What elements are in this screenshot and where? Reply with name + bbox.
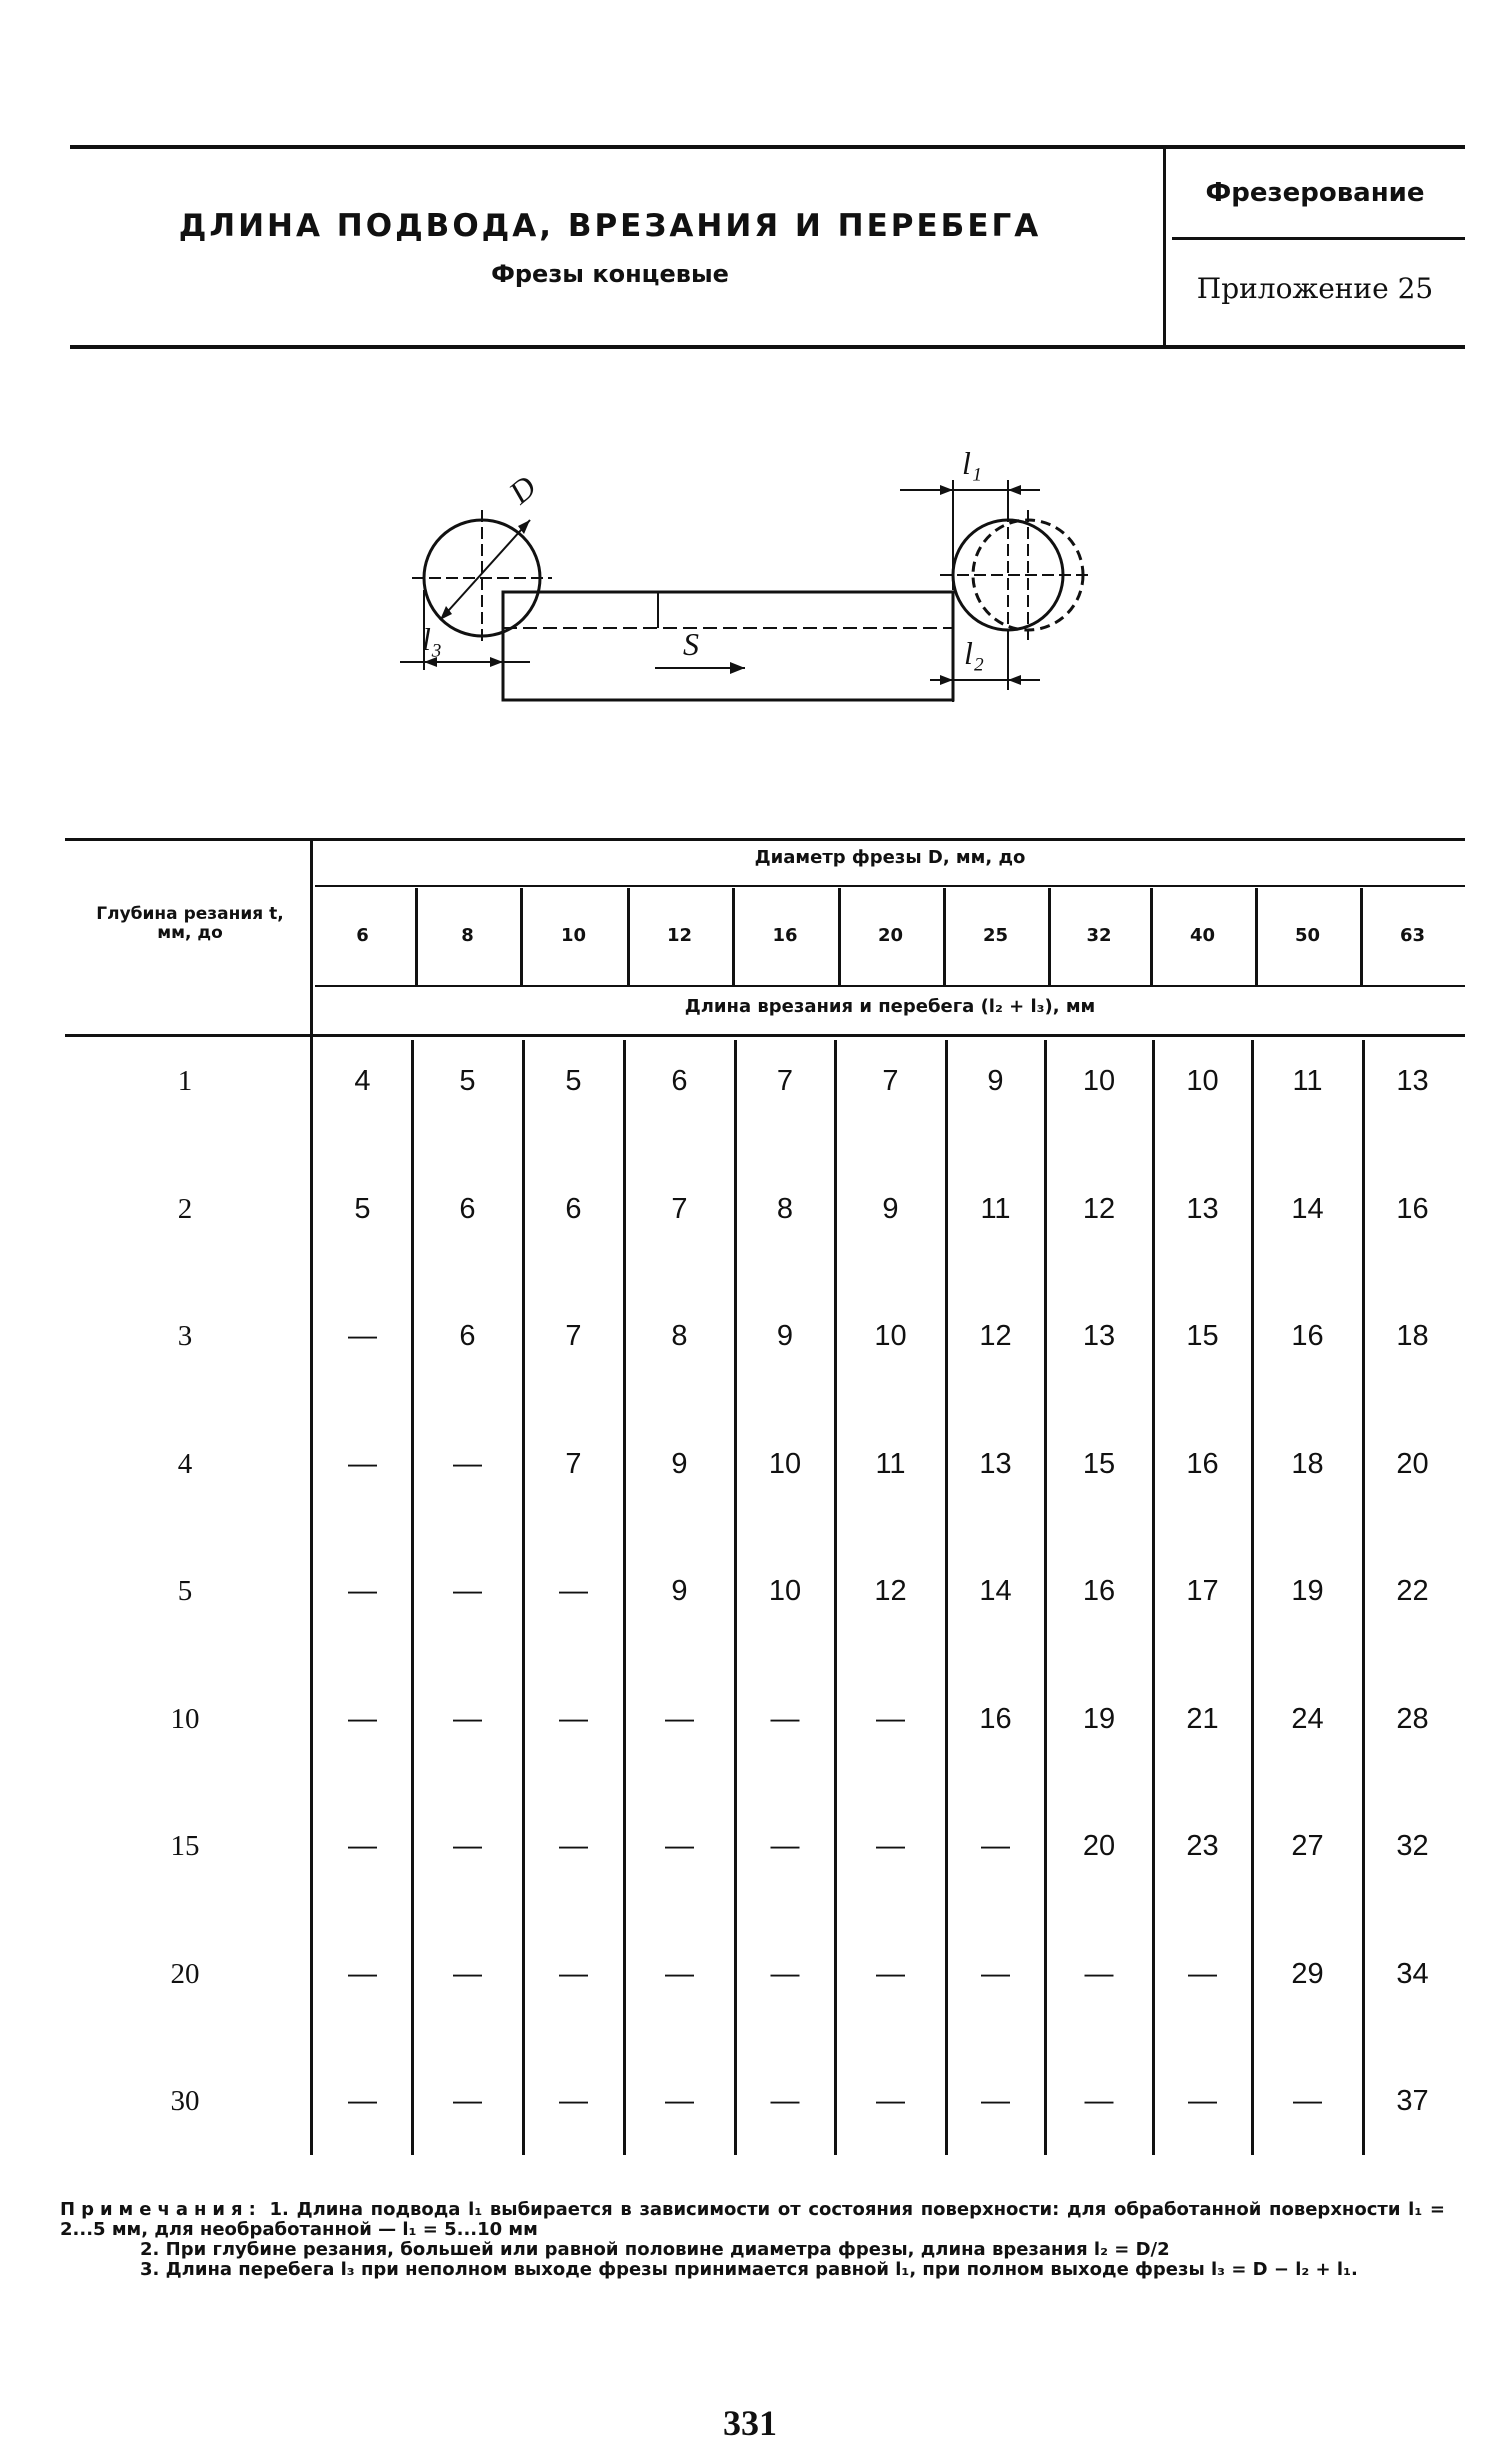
diameter-header: Диаметр фрезы D, мм, до — [754, 847, 1026, 868]
page-subtitle: Фрезы концевые — [491, 260, 729, 288]
table-cell: — — [1084, 1957, 1114, 1990]
length-header: Длина врезания и перебега (l₂ + l₃), мм — [684, 996, 1096, 1017]
table-cell: 9 — [671, 1447, 688, 1480]
table-cell: 10 — [1186, 1065, 1219, 1097]
note-1-text: 1. Длина подвода l₁ выбирается в зависимости от состояния поверхности: для обработанной поверхности l₁ = 2...5 мм, для необработанной — l₁ = 5...10 мм — [60, 2199, 1445, 2240]
section-label: Фрезерование — [1205, 178, 1425, 208]
table-header-bottom-rule — [65, 1034, 1465, 1037]
table-cell: 6 — [459, 1320, 476, 1352]
table-cell: — — [876, 2085, 905, 2117]
table-cell: 27 — [1291, 1830, 1324, 1862]
table-cell: 16 — [1396, 1192, 1429, 1225]
table-cell: 15 — [1082, 1447, 1116, 1480]
page-number: 331 — [723, 2403, 777, 2443]
table-cell: — — [1084, 2085, 1114, 2117]
table-cell: — — [348, 2085, 377, 2117]
table-cell: — — [348, 1320, 377, 1352]
depth-value: 30 — [170, 2085, 200, 2117]
table-cell: 22 — [1396, 1575, 1429, 1607]
header-top-rule — [70, 145, 1465, 149]
table-cell: 5 — [354, 1192, 371, 1225]
diameter-value: 32 — [1086, 925, 1112, 946]
depth-value: 4 — [177, 1447, 193, 1480]
table-cell: — — [770, 1957, 800, 1990]
table-cell: — — [1188, 1957, 1217, 1990]
table-cell: 15 — [1186, 1320, 1219, 1352]
table-cell: 11 — [1292, 1065, 1323, 1097]
table-cell: 18 — [1396, 1320, 1429, 1352]
table-cell: 21 — [1186, 1702, 1219, 1735]
table-cell: 24 — [1291, 1702, 1324, 1735]
table-cell: 14 — [979, 1575, 1012, 1607]
table-cell: 29 — [1291, 1957, 1324, 1990]
table-cell: — — [665, 1830, 694, 1862]
table-cell: — — [1293, 2085, 1322, 2117]
table-cell: — — [665, 1957, 694, 1990]
table-cell: 32 — [1396, 1830, 1429, 1862]
table-cell: 12 — [1082, 1192, 1116, 1225]
table-cell: 9 — [776, 1320, 794, 1352]
table-cell: 10 — [874, 1320, 907, 1352]
table-cell: — — [348, 1575, 377, 1607]
label-l3: l₃ — [422, 621, 443, 657]
note-1 — [60, 2200, 1445, 2240]
diameter-value: 6 — [356, 925, 369, 946]
diameter-values-rule — [315, 985, 1465, 987]
table-cell: 5 — [459, 1065, 476, 1097]
diameter-value: 16 — [772, 925, 798, 946]
table-cell: 14 — [1291, 1192, 1324, 1225]
table-cell: — — [876, 1830, 905, 1862]
table-cell: 7 — [565, 1320, 582, 1352]
table-cell: — — [981, 2085, 1010, 2117]
table-cell: — — [453, 1957, 482, 1990]
table-cell: 7 — [882, 1065, 899, 1097]
label-S: S — [683, 626, 699, 662]
table-cell: 16 — [1082, 1575, 1116, 1607]
notes-label: Примечания: — [60, 2199, 262, 2220]
page-title: ДЛИНА ПОДВОДА, ВРЕЗАНИЯ И ПЕРЕБЕГА — [178, 208, 1042, 244]
depth-value: 2 — [177, 1192, 193, 1225]
table-cell: 12 — [979, 1320, 1012, 1352]
note-2 — [60, 2240, 1445, 2260]
table-cell: — — [453, 1447, 482, 1480]
table-cell: 13 — [1082, 1320, 1116, 1352]
table-cell: — — [665, 2085, 694, 2117]
note-2-text: 2. При глубине резания, большей или равной половине диаметра фрезы, длина врезания l₂ = D/2 — [140, 2239, 1170, 2260]
table-cell: 7 — [776, 1065, 794, 1097]
header-bottom-rule — [70, 345, 1465, 349]
table-cell: 13 — [979, 1447, 1012, 1480]
table-cell: 18 — [1291, 1447, 1324, 1480]
table-cell: 37 — [1396, 2085, 1429, 2117]
table-cell: — — [453, 2085, 482, 2117]
diameter-value: 25 — [982, 925, 1009, 946]
table-cell: 28 — [1396, 1702, 1429, 1735]
table-cell: 19 — [1082, 1702, 1116, 1735]
table-cell: 13 — [1186, 1192, 1219, 1225]
label-l1: l₁ — [962, 445, 983, 481]
table-cell: — — [348, 1447, 377, 1480]
table-cell: 6 — [671, 1065, 688, 1097]
table-cell: — — [1188, 2085, 1217, 2117]
table-cell: — — [453, 1702, 482, 1735]
note-3 — [60, 2260, 1445, 2280]
milling-sketch — [400, 440, 1120, 720]
table-cell: 7 — [565, 1447, 582, 1480]
diameter-value: 50 — [1294, 925, 1321, 946]
table-cell: 12 — [874, 1575, 907, 1607]
table-cell: — — [770, 2085, 800, 2117]
table-cell: 10 — [1082, 1065, 1116, 1097]
table-cell: — — [559, 1957, 588, 1990]
diameter-value: 63 — [1399, 925, 1426, 946]
diameter-value: 12 — [666, 925, 693, 946]
table-cell: 16 — [1186, 1447, 1219, 1480]
diameter-value: 8 — [461, 925, 474, 946]
table-cell: 20 — [1396, 1447, 1429, 1480]
table-cell: 9 — [671, 1575, 688, 1607]
depth-value: 20 — [170, 1957, 200, 1990]
table-cell: — — [559, 2085, 588, 2117]
table-cell: — — [981, 1830, 1010, 1862]
notes-block — [60, 2200, 1445, 2280]
table-cell: 11 — [980, 1192, 1011, 1225]
label-l2: l₂ — [964, 635, 985, 671]
table-cell: 34 — [1396, 1957, 1429, 1990]
table-cell: 8 — [776, 1192, 794, 1225]
table-cell: 8 — [671, 1320, 688, 1352]
header-side-divider — [1172, 237, 1465, 240]
table-cell: — — [348, 1702, 377, 1735]
table-cell: 19 — [1291, 1575, 1324, 1607]
table-cell: — — [348, 1957, 377, 1990]
table-cell: 6 — [565, 1192, 582, 1225]
table-cell: 5 — [565, 1065, 582, 1097]
diameter-value: 40 — [1189, 925, 1216, 946]
table-cell: — — [559, 1702, 588, 1735]
table-cell: 4 — [354, 1065, 371, 1097]
table-cell: — — [981, 1957, 1010, 1990]
depth-value: 3 — [177, 1320, 193, 1352]
table-cell: 17 — [1186, 1575, 1219, 1607]
table-cell: — — [665, 1702, 694, 1735]
table-cell: — — [453, 1575, 482, 1607]
label-D: D — [501, 468, 543, 511]
depth-value: 15 — [170, 1830, 200, 1862]
table-cell: — — [559, 1830, 588, 1862]
table-cell: 10 — [768, 1575, 802, 1607]
table-cell: 20 — [1082, 1830, 1116, 1862]
table-cell: — — [453, 1830, 482, 1862]
table-cell: 9 — [882, 1192, 899, 1225]
table-cell: 13 — [1396, 1065, 1429, 1097]
diameter-header-rule — [315, 885, 1465, 887]
diameter-value: 20 — [877, 925, 904, 946]
table-top-rule — [65, 838, 1465, 841]
table-cell: — — [876, 1957, 905, 1990]
depth-value: 1 — [177, 1065, 193, 1097]
table-cell: — — [559, 1575, 588, 1607]
table-cell: 16 — [1291, 1320, 1324, 1352]
depth-value: 10 — [170, 1702, 200, 1735]
table-cell: 9 — [987, 1065, 1004, 1097]
table-cell: — — [770, 1830, 800, 1862]
table-cell: — — [348, 1830, 377, 1862]
table-cell: 16 — [979, 1702, 1012, 1735]
table-cell: 23 — [1186, 1830, 1219, 1862]
depth-header: Глубина резания t, мм, до — [96, 904, 284, 943]
depth-value: 5 — [177, 1575, 193, 1607]
table-cell: 7 — [671, 1192, 688, 1225]
table-cell: 11 — [875, 1447, 906, 1480]
table-cell: 6 — [459, 1192, 476, 1225]
diameter-line — [440, 520, 530, 620]
appendix-label: Приложение 25 — [1196, 272, 1434, 305]
table-cell: — — [770, 1702, 800, 1735]
table-cell: — — [876, 1702, 905, 1735]
workpiece-outline — [503, 592, 953, 700]
table-cell: 10 — [768, 1447, 802, 1480]
diameter-value: 10 — [560, 925, 587, 946]
note-3-text: 3. Длина перебега l₃ при неполном выходе фрезы принимается равной l₁, при полном выходе фрезы l₃ = D − l₂ + l₁. — [140, 2259, 1358, 2280]
